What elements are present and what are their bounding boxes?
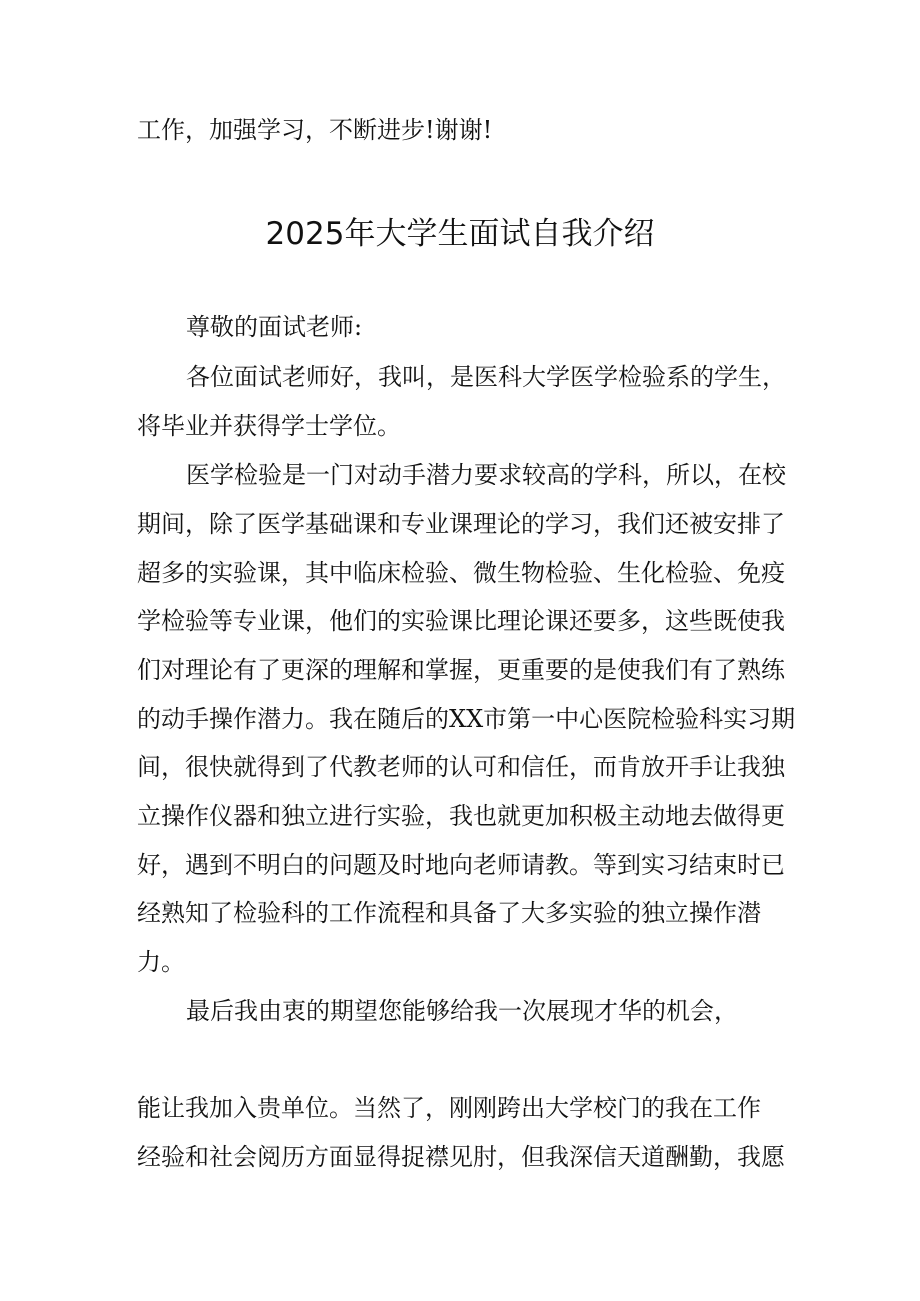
paragraph-line: 医学检验是一门对动手潜力要求较高的学科，所以，在校 [186, 461, 786, 489]
paragraph-line: 间，很快就得到了代教老师的认可和信任，而肯放开手让我独 [137, 753, 785, 781]
paragraph-closing: 最后我由衷的期望您能够给我一次展现才华的机会， [186, 997, 738, 1025]
paragraph-line: 好，遇到不明白的问题及时地向老师请教。等到实习结束时已 [137, 851, 785, 879]
continuation-line: 工作，加强学习，不断进步!谢谢! [137, 116, 493, 144]
paragraph-line: 能让我加入贵单位。当然了，刚刚跨出大学校门的我在工作 [137, 1094, 761, 1122]
paragraph-line: 立操作仪器和独立进行实验，我也就更加积极主动地去做得更 [137, 802, 785, 830]
paragraph-line: 们对理论有了更深的理解和掌握，更重要的是使我们有了熟练 [137, 656, 785, 684]
salutation: 尊敬的面试老师: [186, 313, 363, 341]
paragraph-line: 各位面试老师好，我叫，是医科大学医学检验系的学生， [186, 363, 786, 391]
page-title: 2025年大学生面试自我介绍 [265, 216, 655, 252]
paragraph-line: 期间，除了医学基础课和专业课理论的学习，我们还被安排了 [137, 510, 785, 538]
paragraph-line: 超多的实验课，其中临床检验、微生物检验、生化检验、免疫 [137, 559, 785, 587]
paragraph-line: 的动手操作潜力。我在随后的XX市第一中心医院检验科实习期 [137, 705, 796, 733]
paragraph-line: 力。 [137, 948, 185, 976]
paragraph-line: 将毕业并获得学士学位。 [137, 412, 401, 440]
paragraph-line: 学检验等专业课，他们的实验课比理论课还要多，这些既使我 [137, 607, 785, 635]
paragraph-line: 经验和社会阅历方面显得捉襟见肘，但我深信天道酬勤，我愿 [137, 1143, 785, 1171]
paragraph-line: 经熟知了检验科的工作流程和具备了大多实验的独立操作潜 [137, 899, 761, 927]
